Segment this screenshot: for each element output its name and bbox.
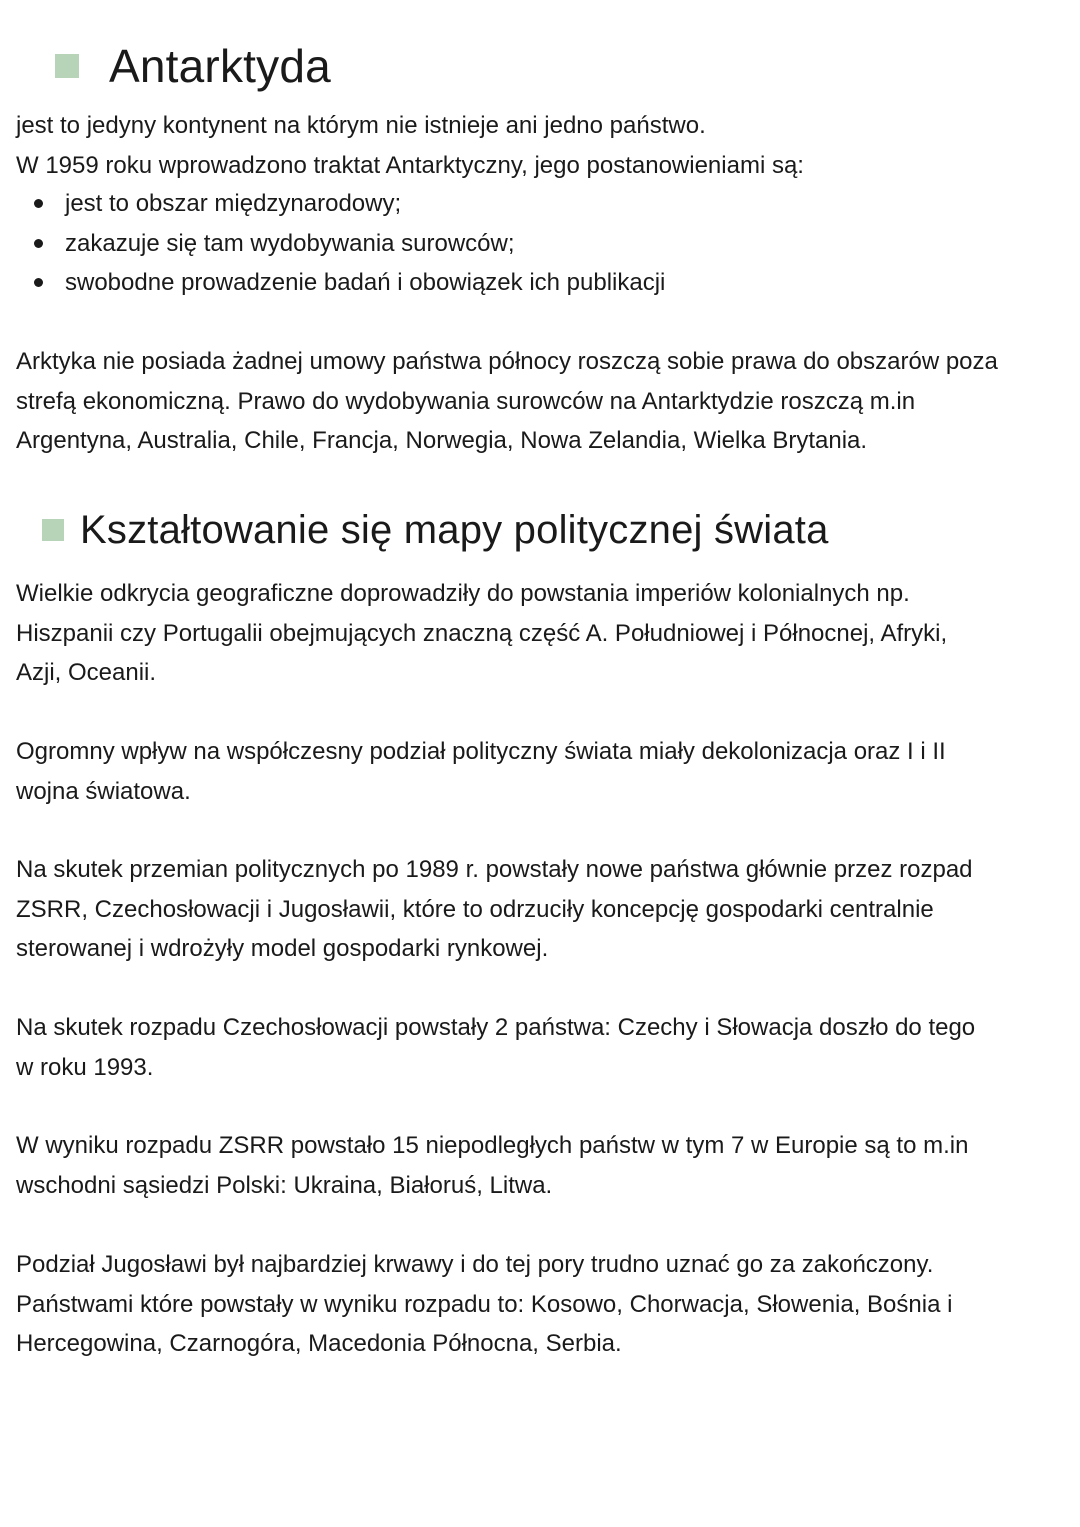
heading-square-icon: [55, 54, 79, 78]
text-line: ZSRR, Czechosłowacji i Jugosławii, które to odrzuciły koncepcję gospodarki centralnie: [16, 895, 934, 923]
text-line: wojna światowa.: [16, 777, 191, 805]
section-title: Kształtowanie się mapy politycznej świata: [80, 508, 829, 552]
section-heading-mapa-polityczna: [42, 500, 829, 560]
text-line: Arktyka nie posiada żadnej umowy państwa północy roszczą sobie prawa do obszarów poza: [16, 348, 998, 375]
list-item-text: jest to obszar międzynarodowy;: [65, 190, 402, 217]
list-item: [34, 224, 665, 264]
bullet-icon: [34, 199, 43, 208]
text-line: sterowanej i wdrożyły model gospodarki rynkowej.: [16, 935, 549, 962]
text-line: wschodni sąsiedzi Polski: Ukraina, Białoruś, Litwa.: [16, 1171, 553, 1199]
intro-paragraph: [16, 106, 1074, 185]
text-line: Hercegowina, Czarnogóra, Macedonia Północna, Serbia.: [16, 1330, 622, 1357]
paragraph-1989-changes: [16, 850, 1074, 969]
text-line: jest to jedyny kontynent na którym nie istnieje ani jedno państwo.: [16, 112, 706, 139]
heading-square-icon: [42, 519, 64, 541]
text-line: Państwami które powstały w wyniku rozpadu to: Kosowo, Chorwacja, Słowenia, Bośnia i: [16, 1290, 953, 1318]
text-line: Ogromny wpływ na współczesny podział polityczny świata miały dekolonizacja oraz I i II: [16, 738, 946, 765]
text-line: Podział Jugosławi był najbardziej krwawy i do tej pory trudno uznać go za zakończony.: [16, 1251, 934, 1278]
text-line: Azji, Oceanii.: [16, 659, 157, 686]
paragraph-czechoslovakia: [16, 1008, 1074, 1087]
text-line: Argentyna, Australia, Chile, Francja, Norwegia, Nowa Zelandia, Wielka Brytania.: [16, 427, 868, 454]
text-line: W wyniku rozpadu ZSRR powstało 15 niepodległych państw w tym 7 w Europie są to m.in: [16, 1132, 969, 1159]
arctic-paragraph: [16, 342, 1074, 461]
list-item: [34, 263, 665, 303]
list-item-text: zakazuje się tam wydobywania surowców;: [65, 229, 515, 257]
paragraph-decolonization: [16, 732, 1074, 811]
section-title: Antarktyda: [109, 40, 331, 92]
text-line: W 1959 roku wprowadzono traktat Antarktyczny, jego postanowieniami są:: [16, 151, 804, 179]
bullet-icon: [34, 278, 43, 287]
paragraph-ussr: [16, 1126, 1074, 1205]
text-line: Hiszpanii czy Portugalii obejmujących znaczną część A. Południowej i Północnej, Afryki,: [16, 619, 948, 647]
text-line: strefą ekonomiczną. Prawo do wydobywania surowców na Antarktydzie roszczą m.in: [16, 387, 916, 415]
text-line: Wielkie odkrycia geograficzne doprowadziły do powstania imperiów kolonialnych np.: [16, 580, 910, 607]
paragraph-yugoslavia: [16, 1245, 1074, 1364]
list-item: [34, 184, 665, 224]
text-line: Na skutek rozpadu Czechosłowacji powstały 2 państwa: Czechy i Słowacja doszło do tego: [16, 1014, 976, 1041]
text-line: w roku 1993.: [16, 1053, 154, 1081]
paragraph-discoveries: [16, 574, 1074, 693]
text-line: Na skutek przemian politycznych po 1989 r. powstały nowe państwa głównie przez rozpad: [16, 856, 973, 883]
bullet-icon: [34, 239, 43, 248]
section-heading-antarktyda: [55, 34, 331, 98]
treaty-provisions-list: [34, 184, 665, 303]
list-item-text: swobodne prowadzenie badań i obowiązek ich publikacji: [65, 269, 666, 296]
